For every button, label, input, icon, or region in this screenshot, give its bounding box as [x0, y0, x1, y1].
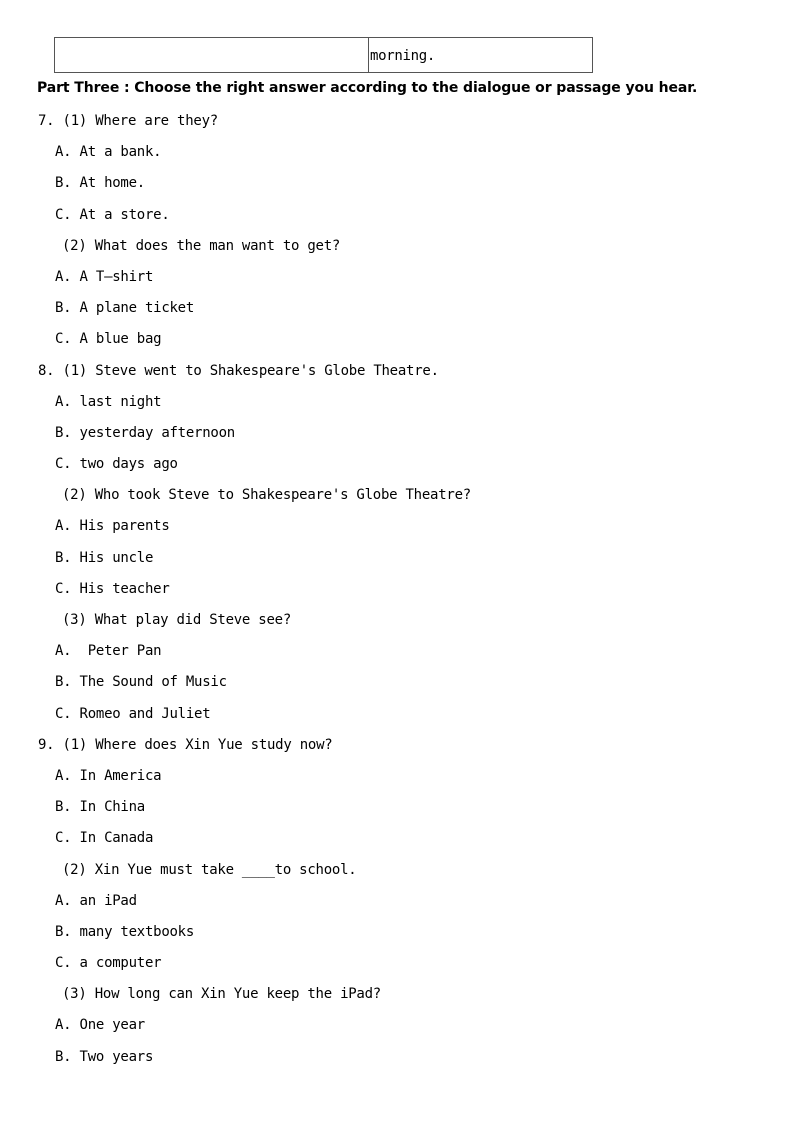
question-list	[0, 109, 794, 1076]
answer-option: B. The Sound of Music	[55, 674, 227, 691]
answer-option: C. two days ago	[55, 456, 178, 473]
answer-option: A. In America	[55, 767, 162, 784]
answer-option: A. One year	[55, 1017, 145, 1034]
section-heading: Part Three : Choose the right answer according to the dialogue or passage you hear.	[37, 80, 698, 96]
answer-option: A. At a bank.	[55, 144, 162, 161]
answer-option: A. His parents	[55, 518, 170, 535]
question-number-line: 7. (1) Where are they?	[38, 113, 218, 129]
question-number-line: 8. (1) Steve went to Shakespeare's Globe Theatre.	[38, 362, 439, 379]
answer-option: C. In Canada	[55, 830, 154, 847]
answer-option: A. last night	[55, 393, 162, 410]
answer-option: B. Two years	[55, 1048, 154, 1065]
answer-option: C. A blue bag	[55, 331, 162, 348]
sub-question: (2) Xin Yue must take ____to school.	[62, 861, 357, 878]
answer-option: B. In China	[55, 799, 145, 816]
table-cell-left	[55, 38, 369, 72]
sub-question: (2) What does the man want to get?	[62, 237, 341, 254]
question-number-line: 9. (1) Where does Xin Yue study now?	[38, 736, 333, 753]
answer-option: A. an iPad	[55, 892, 137, 909]
answer-option: C. a computer	[55, 955, 162, 972]
answer-option: B. His uncle	[55, 549, 154, 566]
answer-option: C. His teacher	[55, 580, 170, 597]
answer-option: C. Romeo and Juliet	[55, 705, 211, 722]
answer-option: A. Peter Pan	[55, 643, 162, 660]
table-cell-right: morning.	[370, 48, 436, 64]
answer-option: B. many textbooks	[55, 923, 195, 940]
answer-option: B. yesterday afternoon	[55, 424, 235, 441]
answer-table	[54, 37, 593, 73]
answer-option: B. A plane ticket	[55, 300, 195, 317]
answer-option: A. A T–shirt	[55, 268, 154, 285]
answer-option: B. At home.	[55, 175, 145, 192]
sub-question: (3) What play did Steve see?	[62, 612, 292, 628]
sub-question: (3) How long can Xin Yue keep the iPad?	[62, 986, 381, 1003]
sub-question: (2) Who took Steve to Shakespeare's Globe Theatre?	[62, 487, 471, 504]
answer-option: C. At a store.	[55, 206, 170, 223]
